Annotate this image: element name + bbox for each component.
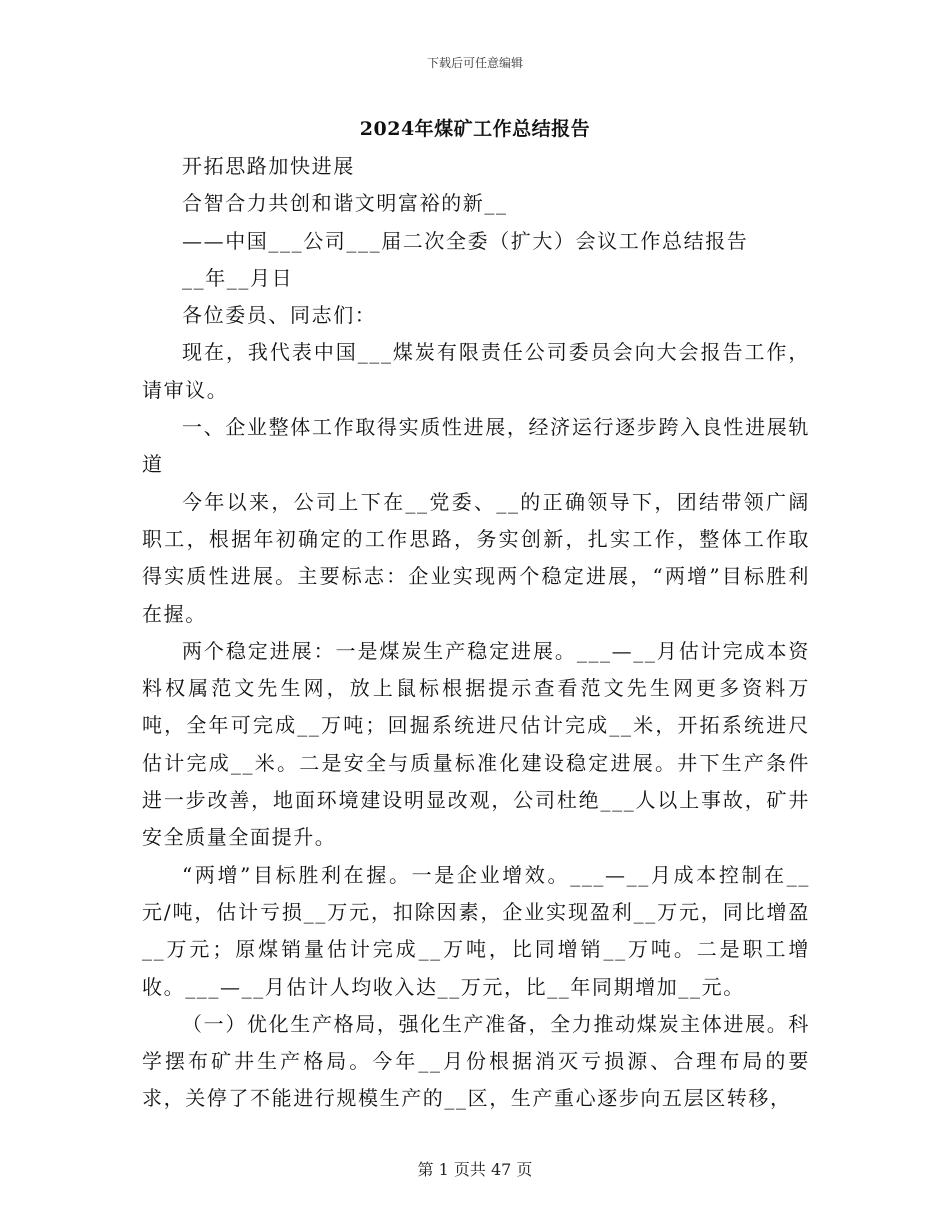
page-number: 第 1 页共 47 页 (417, 1160, 533, 1179)
paragraph-body-3: “两增”目标胜利在握。一是企业增效。___—__月成本控制在__元/吨，估计亏损__万元，扣除因素，企业实现盈利__万元，同比增盈__万元；原煤销量估计完成__万吨，比同增销__万吨。二是职工增收。___—__月估计人均收入达__万元，比__年同期增加__元。 (142, 862, 810, 999)
paragraph-section-heading: 一、企业整体工作取得实质性进展，经济运行逐步跨入良性进展轨道 (142, 415, 810, 477)
document-title: 2024年煤矿工作总结报告 (359, 118, 591, 140)
paragraph-intro: 现在，我代表中国___煤炭有限责任公司委员会向大会报告工作，请审议。 (142, 340, 810, 402)
header-note: 下载后可任意编辑 (426, 56, 523, 70)
paragraph-subtitle-3: ——中国___公司___届二次全委（扩大）会议工作总结报告 (182, 228, 749, 253)
paragraph-salutation: 各位委员、同志们： (182, 303, 377, 328)
paragraph-subtitle-1: 开拓思路加快进展 (182, 154, 355, 178)
paragraph-body-2: 两个稳定进展：一是煤炭生产稳定进展。___—__月估计完成本资料权属范文先生网，放上鼠标根据提示查看范文先生网更多资料万吨，全年可完成__万吨；回掘系统进尺估计完成__米，开拓系统进尺估计完成__米。二是安全与质量标准化建设稳定进展。井下生产条件进一步改善，地面环境建设明显改观，公司杜绝___人以上事故，矿井安全质量全面提升。 (142, 638, 810, 850)
paragraph-date: __年__月日 (182, 265, 294, 290)
paragraph-subtitle-2: 合智合力共创和谐文明富裕的新__ (182, 191, 508, 216)
document-body (142, 148, 810, 1118)
paragraph-body-1: 今年以来，公司上下在__党委、__的正确领导下，团结带领广阔职工，根据年初确定的工作思路，务实创新，扎实工作，整体工作取得实质性进展。主要标志：企业实现两个稳定进展，“两增”目标胜利在握。 (142, 489, 810, 626)
paragraph-body-4: （一）优化生产格局，强化生产准备，全力推动煤炭主体进展。科学摆布矿井生产格局。今年__月份根据消灭亏损源、合理布局的要求，关停了不能进行规模生产的__区，生产重心逐步向五层区转移， (142, 1011, 810, 1111)
